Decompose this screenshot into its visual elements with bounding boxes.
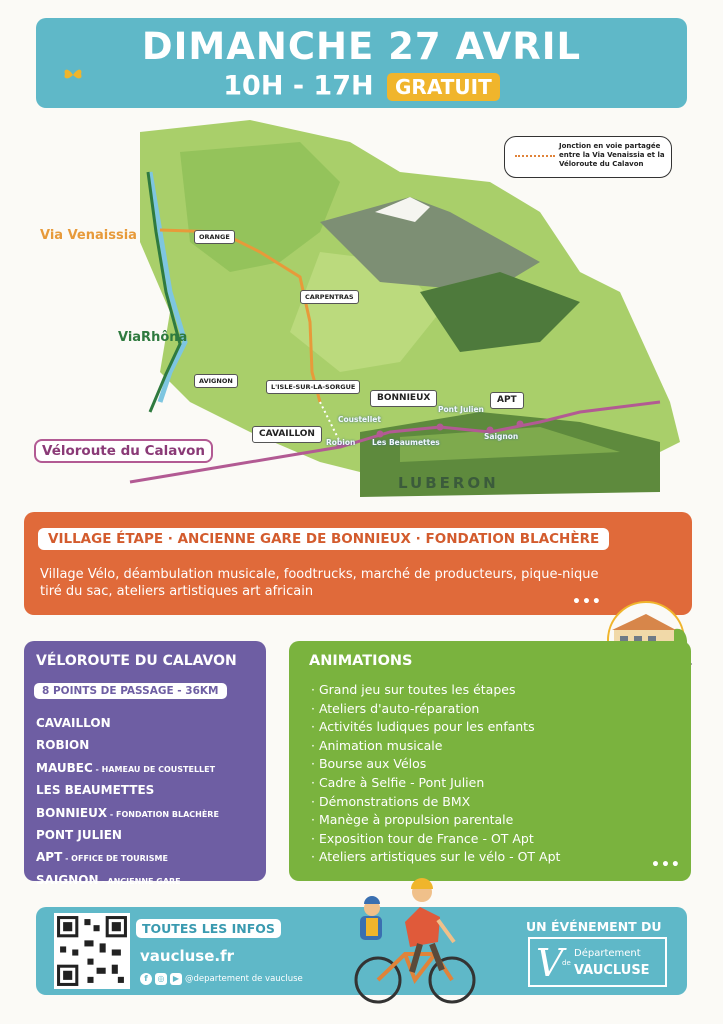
veloroute-subtitle: 8 POINTS DE PASSAGE - 36KM	[34, 683, 227, 699]
city-orange: ORANGE	[194, 230, 235, 244]
stop-item: ROBION	[36, 738, 90, 753]
city-avignon: AVIGNON	[194, 374, 238, 388]
animation-item: · Manège à propulsion parentale	[311, 811, 560, 830]
city-isle-sur-la-sorgue: L'ISLE-SUR-LA-SORGUE	[266, 380, 360, 394]
animations-title: ANIMATIONS	[309, 653, 413, 669]
stop-item: LES BEAUMETTES	[36, 783, 155, 798]
village-etape-panel	[24, 512, 692, 615]
stop-item: MAUBEC - HAMEAU DE COUSTELLET	[36, 760, 216, 775]
city-apt: APT	[490, 392, 524, 409]
free-badge: GRATUIT	[387, 73, 500, 101]
animations-more-dots: •••	[651, 857, 681, 873]
cyclists-illustration	[350, 862, 480, 1012]
viarhona-label: ViaRhôna	[118, 330, 188, 345]
animation-item: · Grand jeu sur toutes les étapes	[311, 681, 560, 700]
city-cavaillon: CAVAILLON	[252, 426, 322, 443]
info-title: TOUTES LES INFOS	[136, 919, 281, 938]
stop-item: SAIGNON - ANCIENNE GARE	[36, 872, 181, 887]
animation-item: · Ateliers d'auto-réparation	[311, 700, 560, 719]
animation-item: · Exposition tour de France - OT Apt	[311, 830, 560, 849]
vaucluse-v-logo-icon: V	[536, 941, 564, 985]
animation-item: · Animation musicale	[311, 737, 560, 756]
animations-list	[311, 681, 560, 867]
animation-item: · Ateliers artistiques sur le vélo - OT Apt	[311, 848, 560, 867]
town-les-beaumettes: Les Beaumettes	[372, 438, 440, 447]
dept-name-line1: Département	[574, 948, 641, 959]
butterfly-icon	[62, 66, 84, 84]
facebook-icon[interactable]: f	[140, 973, 152, 985]
social-handle: @departement de vaucluse	[185, 974, 303, 984]
town-saignon: Saignon	[484, 432, 519, 441]
stop-item: BONNIEUX - FONDATION BLACHÈRE	[36, 805, 219, 820]
dept-name-line2: VAUCLUSE	[574, 963, 650, 978]
animation-item: · Bourse aux Vélos	[311, 755, 560, 774]
stop-item: CAVAILLON	[36, 716, 111, 730]
social-row	[140, 973, 303, 985]
via-venaissia-label: Via Venaissia	[40, 228, 137, 243]
city-bonnieux: BONNIEUX	[370, 390, 437, 407]
website-link[interactable]: vaucluse.fr	[140, 947, 235, 965]
header-banner	[36, 18, 687, 108]
animation-item: · Activités ludiques pour les enfants	[311, 718, 560, 737]
legend-text: Jonction en voie partagée entre la Via Venaissia et la Véloroute du Calavon	[559, 142, 665, 168]
event-hours: 10H - 17H	[223, 70, 374, 102]
town-pont-julien: Pont Julien	[438, 405, 484, 414]
legend-dotted-line	[515, 155, 555, 157]
dept-de: de	[562, 959, 571, 967]
city-carpentras: CARPENTRAS	[300, 290, 359, 304]
departement-logo	[528, 937, 667, 987]
town-coustellet: Coustellet	[338, 415, 381, 424]
event-date: DIMANCHE 27 AVRIL	[141, 25, 582, 68]
veloroute-title: VÉLOROUTE DU CALAVON	[36, 653, 237, 669]
stop-item: APT - OFFICE DE TOURISME	[36, 850, 168, 865]
animations-panel	[289, 641, 691, 881]
youtube-icon[interactable]: ▶	[170, 973, 182, 985]
village-etape-text: Village Vélo, déambulation musicale, foodtrucks, marché de producteurs, pique-nique tiré du sac, ateliers artistiques art africain	[40, 567, 599, 599]
town-robion: Robion	[326, 438, 356, 447]
village-etape-title: VILLAGE ÉTAPE · ANCIENNE GARE DE BONNIEUX · FONDATION BLACHÈRE	[38, 528, 609, 550]
luberon-label: LUBERON	[398, 474, 499, 492]
animation-item: · Cadre à Selfie - Pont Julien	[311, 774, 560, 793]
calavon-label: Véloroute du Calavon	[34, 439, 213, 463]
village-more-dots: •••	[572, 594, 602, 610]
veloroute-panel	[24, 641, 266, 887]
map-legend	[504, 136, 672, 178]
event-hours-line	[36, 70, 687, 103]
instagram-icon[interactable]: ◎	[155, 973, 167, 985]
stop-item: PONT JULIEN	[36, 828, 122, 843]
qr-code-icon[interactable]	[54, 913, 130, 989]
stops-list	[36, 713, 219, 892]
animation-item: · Démonstrations de BMX	[311, 793, 560, 812]
route-map	[20, 112, 705, 507]
event-organizer-title: UN ÉVÉNEMENT DU	[526, 919, 662, 934]
